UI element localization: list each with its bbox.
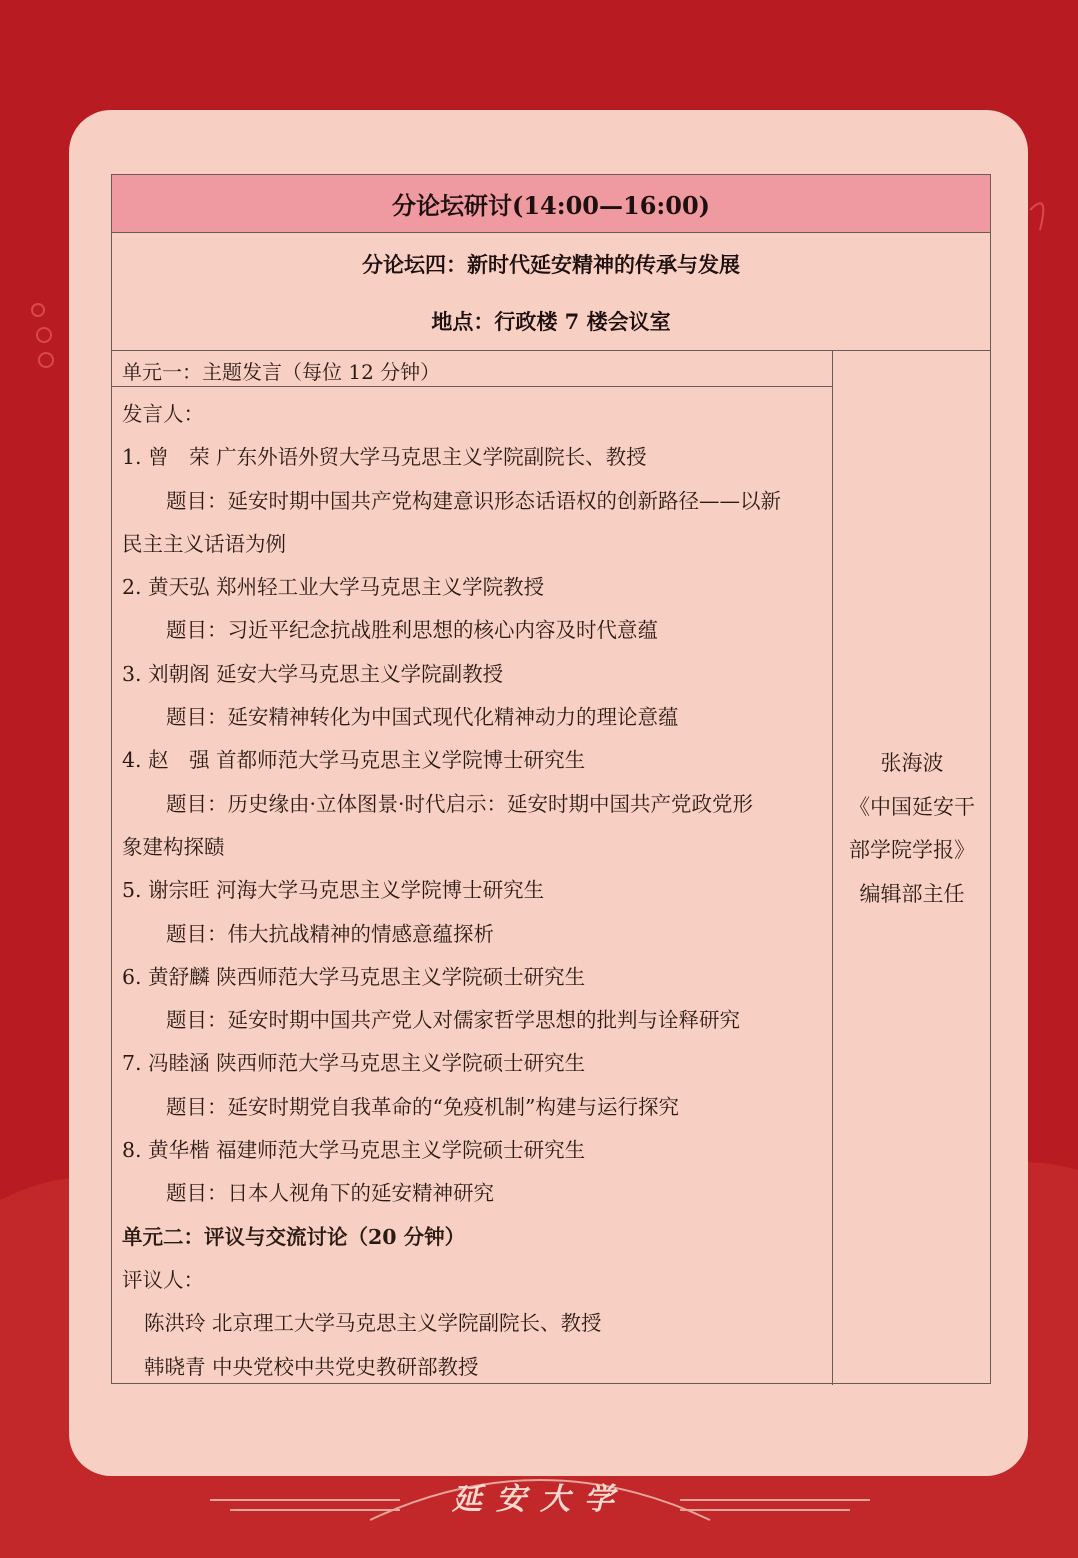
topic-line-cont: 象建构探赜 bbox=[122, 834, 225, 859]
chair-title-line: 编辑部主任 bbox=[859, 881, 965, 906]
topic-line: 题目：伟大抗战精神的情感意蕴探析 bbox=[166, 921, 494, 946]
topic-line: 题目：延安时期党自我革命的“免疫机制”构建与运行探究 bbox=[166, 1094, 679, 1119]
forum-place: 地点：行政楼 7 楼会议室 bbox=[431, 309, 671, 334]
speaker-line: 5. 谢宗旺 河海大学马克思主义学院博士研究生 bbox=[122, 878, 545, 903]
speaker-line: 3. 刘朝阁 延安大学马克思主义学院副教授 bbox=[122, 661, 504, 686]
university-logo: 延安大学 bbox=[452, 1482, 628, 1517]
forum-title: 分论坛四：新时代延安精神的传承与发展 bbox=[362, 252, 740, 277]
speaker-line: 2. 黄天弘 郑州轻工业大学马克思主义学院教授 bbox=[122, 575, 545, 600]
forum-schedule-table bbox=[111, 174, 991, 1384]
chair-title-line: 部学院学报》 bbox=[849, 838, 975, 862]
speaker-line: 4. 赵 强 首都师范大学马克思主义学院博士研究生 bbox=[122, 748, 586, 773]
topic-line-cont: 民主主义话语为例 bbox=[122, 531, 286, 556]
topic-line: 题目：习近平纪念抗战胜利思想的核心内容及时代意蕴 bbox=[166, 618, 658, 643]
program-body bbox=[122, 393, 827, 1389]
topic-line: 题目：延安时期中国共产党构建意识形态话语权的创新路径——以新 bbox=[166, 488, 781, 513]
speaker-line: 7. 冯睦涵 陕西师范大学马克思主义学院硕士研究生 bbox=[122, 1051, 586, 1076]
unit1-title: 单元一：主题发言（每位 12 分钟） bbox=[122, 360, 441, 384]
speakers-label: 发言人： bbox=[122, 402, 204, 426]
speaker-line: 1. 曾 荣 广东外语外贸大学马克思主义学院副院长、教授 bbox=[122, 445, 647, 470]
divider bbox=[112, 386, 832, 387]
column-divider bbox=[832, 350, 833, 1385]
reviewers-label: 评议人： bbox=[122, 1267, 204, 1292]
chair-cell bbox=[834, 742, 990, 916]
divider bbox=[112, 350, 990, 351]
session-title: 分论坛研讨(14:00—16:00) bbox=[391, 191, 711, 220]
unit2-title: 单元二：评议与交流讨论（20 分钟） bbox=[122, 1224, 466, 1249]
topic-line: 题目：历史缘由·立体图景·时代启示：延安时期中国共产党政党形 bbox=[166, 791, 754, 816]
reviewer-line: 韩晓青 中央党校中共党史教研部教授 bbox=[144, 1354, 479, 1379]
reviewer-line: 陈洪玲 北京理工大学马克思主义学院副院长、教授 bbox=[144, 1311, 602, 1336]
topic-line: 题目：延安精神转化为中国式现代化精神动力的理论意蕴 bbox=[166, 705, 679, 730]
chair-name: 张海波 bbox=[880, 751, 944, 775]
topic-line: 题目：日本人视角下的延安精神研究 bbox=[166, 1181, 494, 1206]
topic-line: 题目：延安时期中国共产党人对儒家哲学思想的批判与诠释研究 bbox=[166, 1008, 740, 1033]
speaker-line: 6. 黄舒麟 陕西师范大学马克思主义学院硕士研究生 bbox=[122, 964, 586, 989]
speaker-line: 8. 黄华楷 福建师范大学马克思主义学院硕士研究生 bbox=[122, 1138, 586, 1163]
chair-title-line: 《中国延安干 bbox=[849, 794, 975, 819]
session-header bbox=[112, 175, 990, 233]
